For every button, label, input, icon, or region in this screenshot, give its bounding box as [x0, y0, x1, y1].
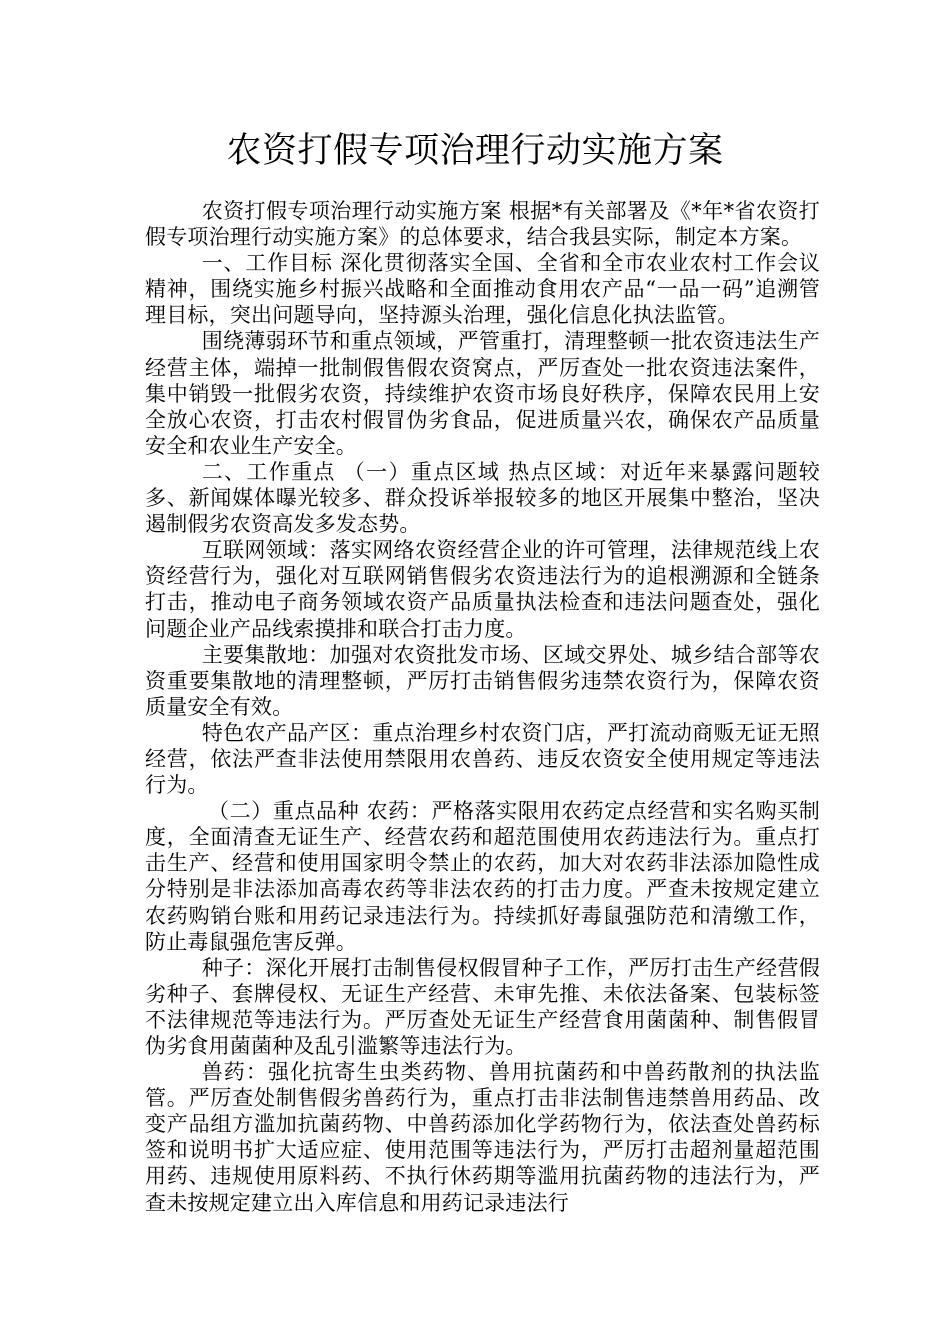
paragraph-intro: 农资打假专项治理行动实施方案 根据*有关部署及《*年*省农资打假专项治理行动实施方案》的总体要求，结合我县实际，制定本方案。: [145, 199, 820, 250]
paragraph-veterinary-drugs: 兽药：强化抗寄生虫类药物、兽用抗菌药和中兽药散剂的执法监管。严厉查处制售假劣兽药行为，重点打击非法制售违禁兽用药品、改变产品组方滥加抗菌药物、中兽药添加化学药物行为，依法查处兽药标签和说明书扩大适应症、使用范围等违法行为，严厉打击超剂量超范围用药、违规使用原料药、不执行休药期等滥用抗菌药物的违法行为，严查未按规定建立出入库信息和用药记录违法行: [145, 1060, 820, 1215]
paragraph-work-focus-hot-areas: 二、工作重点 （一）重点区域 热点区域：对近年来暴露问题较多、新闻媒体曝光较多、群众投诉举报较多的地区开展集中整治，坚决遏制假劣农资高发多发态势。: [145, 459, 820, 537]
paragraph-key-areas-crackdown: 围绕薄弱环节和重点领域，严管重打，清理整顿一批农资违法生产经营主体，端掉一批制假售假农资窝点，严厉查处一批农资违法案件，集中销毁一批假劣农资，持续维护农资市场良好秩序，保障农民用上安全放心农资，打击农村假冒伪劣食品，促进质量兴农，确保农产品质量安全和农业生产安全。: [145, 329, 820, 458]
paragraph-specialty-produce-areas: 特色农产品产区：重点治理乡村农资门店，严打流动商贩无证无照经营，依法严查非法使用禁限用农兽药、违反农资安全使用规定等违法行为。: [145, 720, 820, 798]
paragraph-work-goal: 一、工作目标 深化贯彻落实全国、全省和全市农业农村工作会议精神，围绕实施乡村振兴战略和全面推动食用农产品“一品一码”追溯管理目标，突出问题导向，坚持源头治理，强化信息化执法监管。: [145, 251, 820, 328]
document-title: 农资打假专项治理行动实施方案: [226, 131, 724, 171]
document-body: [145, 198, 820, 1216]
paragraph-internet-field: 互联网领域：落实网络农资经营企业的许可管理，法律规范线上农资经营行为，强化对互联网销售假劣农资违法行为的追根溯源和全链条打击，推动电子商务领域农资产品质量执法检查和违法问题查处，强化问题企业产品线索摸排和联合打击力度。: [145, 538, 820, 641]
paragraph-distribution-centers: 主要集散地：加强对农资批发市场、区域交界处、城乡结合部等农资重要集散地的清理整顿，严厉打击销售假劣违禁农资行为，保障农资质量安全有效。: [145, 642, 820, 719]
paragraph-seeds: 种子：深化开展打击制售侵权假冒种子工作，严厉打击生产经营假劣种子、套牌侵权、无证生产经营、未审先推、未依法备案、包装标签不法律规范等违法行为。严厉查处无证生产经营食用菌菌种、制售假冒伪劣食用菌菌种及乱引滥繁等违法行为。: [145, 955, 820, 1058]
paragraph-pesticides: （二）重点品种 农药：严格落实限用农药定点经营和实名购买制度，全面清查无证生产、经营农药和超范围使用农药违法行为。重点打击生产、经营和使用国家明令禁止的农药，加大对农药非法添加隐性成分特别是非法添加高毒农药等非法农药的打击力度。严查未按规定建立农药购销台账和用药记录违法行为。持续抓好毒鼠强防范和清缴工作，防止毒鼠强危害反弹。: [145, 799, 820, 954]
